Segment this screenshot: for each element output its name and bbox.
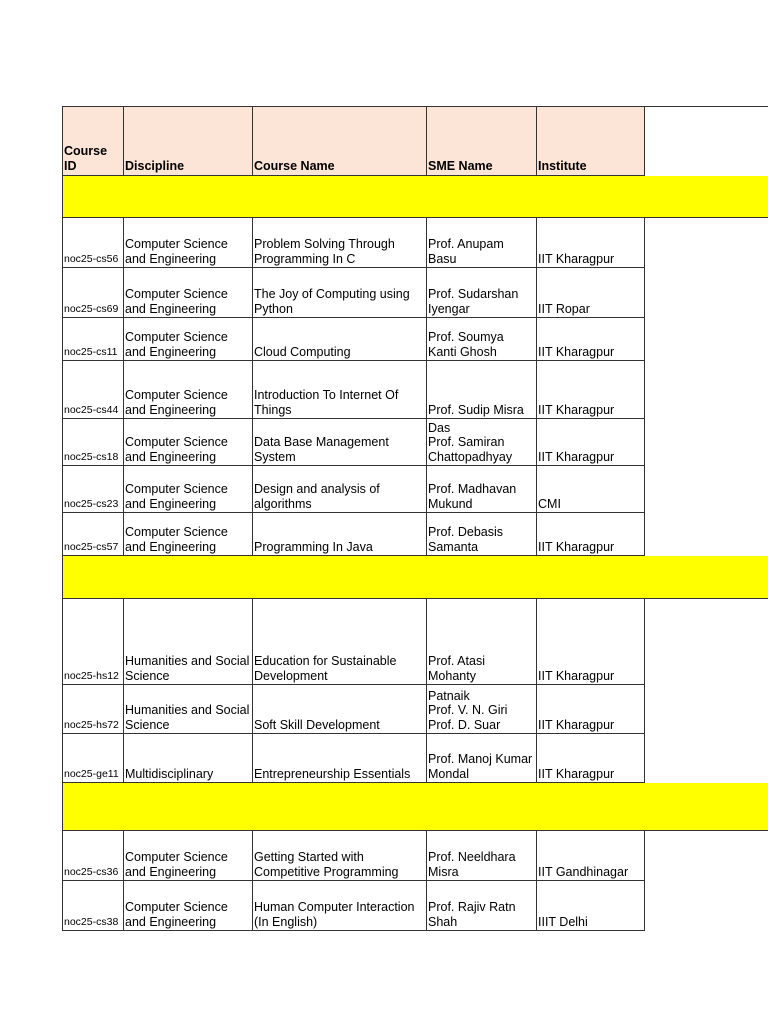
course-id-cell[interactable]: noc25-cs69 <box>62 268 124 318</box>
course-name-cell[interactable]: Introduction To Internet Of Things <box>253 361 427 419</box>
table-row <box>62 513 768 556</box>
header-course-name[interactable]: Course Name <box>253 107 427 176</box>
institute-cell[interactable]: IIT Kharagpur <box>537 361 645 419</box>
header-institute[interactable]: Institute <box>537 107 645 176</box>
course-name-cell[interactable]: Programming In Java <box>253 513 427 556</box>
sme-name-cell[interactable]: Prof. Soumya Kanti Ghosh <box>427 318 537 361</box>
table-row <box>62 734 768 783</box>
course-name-cell[interactable]: Education for Sustainable Development <box>253 599 427 685</box>
table-row <box>62 218 768 268</box>
course-name-cell[interactable]: Design and analysis of algorithms <box>253 466 427 513</box>
discipline-cell[interactable]: Computer Science and Engineering <box>124 361 253 419</box>
sme-name-cell[interactable]: Prof. Atasi Mohanty <box>427 599 537 685</box>
course-id-cell[interactable]: noc25-cs18 <box>62 419 124 466</box>
institute-cell[interactable]: IIT Kharagpur <box>537 419 645 466</box>
discipline-cell[interactable]: Computer Science and Engineering <box>124 419 253 466</box>
header-sme-name[interactable]: SME Name <box>427 107 537 176</box>
course-name-cell[interactable]: Problem Solving Through Programming In C <box>253 218 427 268</box>
institute-cell[interactable]: IIT Ropar <box>537 268 645 318</box>
discipline-cell[interactable]: Multidisciplinary <box>124 734 253 783</box>
sme-name-cell[interactable]: Das Prof. Samiran Chattopadhyay <box>427 419 537 466</box>
course-name-cell[interactable]: Soft Skill Development <box>253 685 427 734</box>
discipline-cell[interactable]: Computer Science and Engineering <box>124 318 253 361</box>
table-row <box>62 361 768 419</box>
header-discipline[interactable]: Discipline <box>124 107 253 176</box>
table-row <box>62 881 768 931</box>
sme-name-cell[interactable]: Prof. Anupam Basu <box>427 218 537 268</box>
discipline-cell[interactable]: Computer Science and Engineering <box>124 831 253 881</box>
course-id-cell[interactable]: noc25-cs11 <box>62 318 124 361</box>
institute-cell[interactable]: IIT Kharagpur <box>537 734 645 783</box>
table-row <box>62 419 768 466</box>
course-id-cell[interactable]: noc25-cs57 <box>62 513 124 556</box>
course-name-cell[interactable]: The Joy of Computing using Python <box>253 268 427 318</box>
section-band <box>62 176 768 218</box>
sme-name-cell[interactable]: Prof. Manoj Kumar Mondal <box>427 734 537 783</box>
discipline-cell[interactable]: Humanities and Social Science <box>124 599 253 685</box>
institute-cell[interactable]: IIT Kharagpur <box>537 218 645 268</box>
sme-name-cell[interactable]: Prof. Rajiv Ratn Shah <box>427 881 537 931</box>
discipline-cell[interactable]: Computer Science and Engineering <box>124 466 253 513</box>
institute-cell[interactable]: IIT Kharagpur <box>537 685 645 734</box>
header-course-id[interactable]: Course ID <box>62 107 124 176</box>
course-id-cell[interactable]: noc25-cs23 <box>62 466 124 513</box>
discipline-cell[interactable]: Humanities and Social Science <box>124 685 253 734</box>
section-band <box>62 783 768 831</box>
course-id-cell[interactable]: noc25-cs56 <box>62 218 124 268</box>
course-id-cell[interactable]: noc25-cs38 <box>62 881 124 931</box>
sme-name-cell[interactable]: Prof. Sudarshan Iyengar <box>427 268 537 318</box>
institute-cell[interactable]: IIT Kharagpur <box>537 513 645 556</box>
course-id-cell[interactable]: noc25-hs72 <box>62 685 124 734</box>
section-band <box>62 556 768 599</box>
discipline-cell[interactable]: Computer Science and Engineering <box>124 513 253 556</box>
sme-name-cell[interactable]: Patnaik Prof. V. N. Giri Prof. D. Suar <box>427 685 537 734</box>
course-id-cell[interactable]: noc25-hs12 <box>62 599 124 685</box>
course-name-cell[interactable]: Cloud Computing <box>253 318 427 361</box>
header-row <box>62 106 768 176</box>
institute-cell[interactable]: IIT Kharagpur <box>537 599 645 685</box>
course-id-cell[interactable]: noc25-ge11 <box>62 734 124 783</box>
institute-cell[interactable]: IIIT Delhi <box>537 881 645 931</box>
table-row <box>62 268 768 318</box>
institute-cell[interactable]: IIT Kharagpur <box>537 318 645 361</box>
sme-name-cell[interactable]: Prof. Neeldhara Misra <box>427 831 537 881</box>
sme-name-cell[interactable]: Prof. Debasis Samanta <box>427 513 537 556</box>
table-row <box>62 831 768 881</box>
discipline-cell[interactable]: Computer Science and Engineering <box>124 268 253 318</box>
table-row <box>62 466 768 513</box>
course-name-cell[interactable]: Human Computer Interaction (In English) <box>253 881 427 931</box>
institute-cell[interactable]: CMI <box>537 466 645 513</box>
course-name-cell[interactable]: Entrepreneurship Essentials <box>253 734 427 783</box>
table-row <box>62 685 768 734</box>
sme-name-cell[interactable]: Prof. Madhavan Mukund <box>427 466 537 513</box>
table-row <box>62 318 768 361</box>
course-table <box>62 106 768 931</box>
course-id-cell[interactable]: noc25-cs36 <box>62 831 124 881</box>
course-id-cell[interactable]: noc25-cs44 <box>62 361 124 419</box>
sme-name-cell[interactable]: Prof. Sudip Misra <box>427 361 537 419</box>
course-name-cell[interactable]: Getting Started with Competitive Programming <box>253 831 427 881</box>
course-name-cell[interactable]: Data Base Management System <box>253 419 427 466</box>
institute-cell[interactable]: IIT Gandhinagar <box>537 831 645 881</box>
discipline-cell[interactable]: Computer Science and Engineering <box>124 218 253 268</box>
table-row <box>62 599 768 685</box>
discipline-cell[interactable]: Computer Science and Engineering <box>124 881 253 931</box>
